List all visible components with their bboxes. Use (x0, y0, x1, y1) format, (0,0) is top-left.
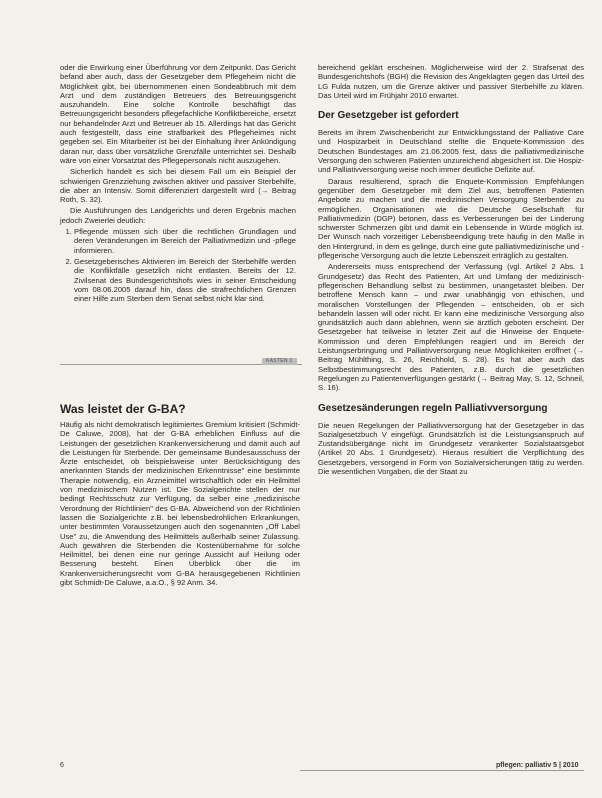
list-item: 1. Pflegende müssen sich über die rechtlichen Grundlagen und deren Veränderungen im Bereich der Palliativmedizin und -pflege informieren. (74, 227, 296, 255)
box-title: Was leistet der G-BA? (60, 402, 186, 416)
right-paragraph-1: bereichend geklärt erscheinen. Möglicherweise wird der 2. Strafsenat des Bundesgerichtshofs (BGH) die Revision des Angeklagten gegen das Urteil des LG Fulda nutzen, um die Grenze aktiver und passiver Sterbehilfe zu klären. Das Urteil wird im Frühjahr 2010 erwartet. (318, 63, 584, 100)
left-paragraph-3: Die Ausführungen des Landgerichts und deren Ergebnis machen jedoch Zweierlei deutlich: (60, 206, 296, 225)
box-label: KASTEN 1 (262, 358, 297, 365)
footer-rule (300, 770, 584, 771)
section-heading: Der Gesetzgeber ist gefordert (318, 110, 459, 122)
right-paragraph-5: Die neuen Regelungen der Palliativversorgung hat der Gesetzgeber in das Sozialgesetzbuch V eingefügt. Grundsätzlich ist die Leistungsanspruch auf Zustandsübergänge nicht im Grundgesetz verankerter Sozialstaatsgebot (Artikel 20 Abs. 1 Grundgesetz). Hieraus resultiert die Verpflichtung des Gesetzgebers, versorgend in Form von Sozialversicherungen tätig zu werden. Die wesentlichen Vorgaben, die der Staat zu (318, 420, 584, 476)
page-number: 6 (60, 762, 64, 769)
numbered-list (60, 227, 296, 303)
left-paragraph-2: Sicherlich handelt es sich bei diesem Fall um ein Beispiel der schwierigen Grenzziehung zwischen aktiver und passiver Sterbehilfe, die aber an Intensiv. Somit differenziert dargestellt wird (→ Beitrag Roth, S. 32). (60, 167, 296, 205)
right-paragraph-3: Daraus resultierend, sprach die Enquete-Kommission Empfehlungen gegenüber dem Gesetzgeber mit dem Ziel aus, betroffenen Patienten Angebote zu machen und die medizinischen Versorgung Sterbender zu ermöglichen. Organisationen wie die Deutsche Gesellschaft für Palliativmedizin (DGP) betonen, dass es Verbesserungen bei der Linderung schwerster Schmerzen gibt und damit ein Lebensende in Würde möglich ist. Der Wunsch nach vorzeitiger Lebensbeendigung trete häufig in den Maße in den Hintergrund, in dem es gelinge, durch eine gute palliativmedizinische und -pflegerische Versorgung auch die letzte Lebenszeit erträglich zu gestalten. (318, 176, 584, 261)
right-paragraph-2: Bereits im ihrem Zwischenbericht zur Entwicklungsstand der Palliative Care und Hospizarbeit in Deutschland stellte die Enquete-Kommission des Deutschen Bundestages am 21.06.2005 fest, dass die palliativmedizinische Versorgung den schweren Patienten unzureichend abgesichert ist. Die Hospiz- und Palliativversorgung weise noch immer deutliche Defizite auf. (318, 128, 584, 175)
box-text: Häufig als nicht demokratisch legitimiertes Gremium kritisiert (Schmidt-De Caluwe, 2008), hat der G-BA erheblichen Einfluss auf die Leistungen der gesetzlichen Krankenversicherung und damit auch auf die Leistungen für Sterbende. Der gemeinsame Bundesausschuss der Ärzte entscheidet, ob beispielsweise unter Berücksichtigung des anerkannten Stands der medizinischen Erkenntnisse" eine bestimmte Therapie notwendig, ein Arzneimittel wirtschaftlich oder ein Heilmittel von medizinischem Nutzen ist. Die Sozialgerichte stellen der nur bedingt Rechtsschutz zur Verfügung, da selber eine „medizinische Verordnung der Richtlinien" des G-BA. Abweichend von der Richtlinien lassen die Sozialgerichte z.B. bei lebensbedrohlichen Erkrankungen, unter bestimmten Voraussetzungen auch den sogenannten „Off Label Use" zu, die Anwendung des Heilmittels außerhalb seiner Zulassung. Auch gewähren die Sterbenden die Kostenübernahme für solche Heilmittel, bei denen eine nur geringe Aussicht auf Heilung oder Besserung besteht. Einen Überblick über die im Krankenversicherungsrecht vom G-BA herausgegebenen Richtlinien gibt Schmidt-De Caluwe, a.a.O., § 92 Anm. 34. (60, 420, 300, 588)
left-paragraph-1: oder die Erwirkung einer Überführung vor dem Zeitpunkt. Das Gericht befand aber auch, dass der Gesetzgeber dem Pflegeheim nicht die Möglichkeit gibt, bei übernommenen einen Sondeabbruch mit dem Arzt und dem zuständigen Betreuers des Betreuungsgericht auszuhandeln. Eine solche Kontrolle beschäftigt das Betreuungsgericht besonders pflegefachliche Konfliktbereiche, ersetzt nur behandelnder Arzt und Betreuer ab 15. Allerdings hat das Gericht auch festgestellt, dass eine strafbarkeit des Pflegeheimes nicht gegeben sei. Ein Mitarbeiter ist bei der Einhaltung ihrer Ankündigung daran nur, dass über vorsätzliche Grenzfälle unterrichtet sei. Deshalb wäre von einer Vorsatztat des Pflegepersonals nicht auszugehen. (60, 63, 296, 165)
left-column (60, 63, 296, 305)
right-column (318, 63, 584, 478)
list-item: 2. Gesetzgeberisches Aktivieren im Bereich der Sterbehilfe werden die Konfliktfälle gesetzlich nicht entlasten. Bereits der 12. Zivilsenat des Bundesgerichtshofs wies in seiner Entscheidung vom 08.06.2005 darauf hin, dass die strafrechtlichen Grenzen einer Hilfe zum Sterben dem Senat selbst nicht klar sind. (74, 257, 296, 303)
journal-name: pflegen: palliativ 5 | 2010 (496, 762, 579, 769)
right-paragraph-4: Andererseits muss entsprechend der Verfassung (vgl. Artikel 2 Abs. 1 Grundgesetz) das Recht des Patienten, Art und Umfang der medizinisch-pflegerischen Behandlung selbst zu bestimmen, unangetastet bleiben. Der betroffene Mensch kann – und zwar unabhängig von ethischen, und moralischen Vorstellungen der Pflegenden – entscheiden, ob er sich behandeln lassen will oder nicht. Er kann eine medizinische Versorgung also grundsätzlich auch dann ablehnen, wenn sie ärztlich geboten erscheint. Der Gesetzgeber hat teilweise in letzter Zeit auf die Hinweise der Enquete-Kommission und deren Empfehlungen reagiert und im Bereich der Leistungserbringung und Palliativversorgung neue Möglichkeiten eröffnet (→ Beitrag Mühlthing, S. 26, Reichhold, S. 28). Es hat aber auch das Selbstbestimmungsrecht des Patienten, z.B. durch die gesetzlichen Regelungen zu Patientenverfügungen gestärkt (→ Beitrag May, S. 12, Schneil, S. 16). (318, 262, 584, 393)
section-heading: Gesetzesänderungen regeln Palliativversorgung (318, 402, 548, 414)
